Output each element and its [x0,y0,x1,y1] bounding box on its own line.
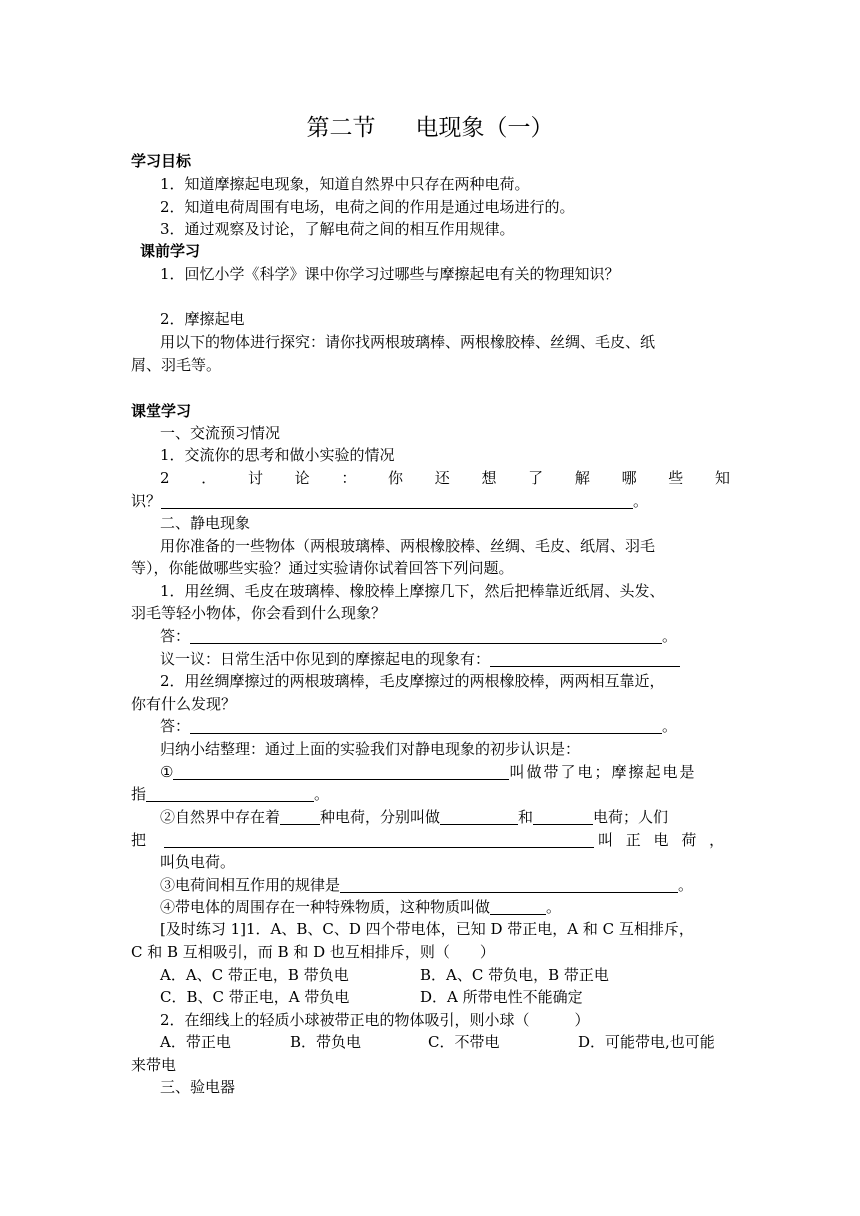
exercise-1-option-d[interactable]: D．A 所带电性不能确定 [420,988,583,1006]
section-2-paragraph-cont: 等），你能做哪些实验？通过实验请你试着回答下列问题。 [131,559,514,577]
period: 。 [633,492,649,510]
blank-line[interactable] [161,492,633,509]
conclusion-2-end: 叫负电荷。 [160,853,236,871]
question-2-char: 知 [714,469,730,487]
goals-heading: 学习目标 [131,152,192,170]
goal-item: 3．通过观察及讨论，了解电荷之间的相互作用规律。 [160,220,515,238]
period: 。 [662,627,678,645]
question-2-char: 了 [528,469,544,487]
section-2-heading: 二、静电现象 [160,514,251,532]
section-2-question-1-cont: 羽毛等轻小物体，你会看到什么现象？ [131,604,387,622]
exercise-1-option-c[interactable]: C．B、C 带正电，A 带负电 [160,988,350,1006]
exercise-2-option-d-cont: 来带电 [131,1056,177,1074]
class-study-heading: 课堂学习 [131,402,192,420]
section-2-paragraph: 用你准备的一些物体（两根玻璃棒、两根橡胶棒、丝绸、毛皮、纸屑、羽毛 [160,537,656,555]
discuss-blank[interactable] [490,650,680,667]
conclusion-3-text: ③电荷间相互作用的规律是 [160,876,341,894]
question-2-char: ： [341,469,357,487]
exercise-1: [及时练习 1]1．A、B、C、D 四个带电体，已知 D 带正电，A 和 C 互相排斥， [160,920,694,938]
section-3-heading: 三、验电器 [160,1078,236,1096]
answer-label: 答： [160,717,191,735]
question-2-char: 些 [668,469,684,487]
exercise-2-option-b[interactable]: B．带负电 [290,1033,362,1051]
section-2-question-1: 1．用丝绸、毛皮在玻璃棒、橡胶棒上摩擦几下，然后把棒靠近纸屑、头发、 [160,582,665,600]
pre-question-2: 2．摩擦起电 [160,310,245,328]
question-2-char: 解 [574,469,590,487]
question-2-char: 2 [160,469,170,487]
conclusion-2-prefix: 把 [131,831,147,849]
question-2-char: 论 [294,469,310,487]
pre-question-2-text: 用以下的物体进行探究：请你找两根玻璃棒、两根橡胶棒、丝绸、毛皮、纸 [160,333,656,351]
conclusion-2-text: 叫 正 电 荷 ， [598,831,729,849]
section-1-heading: 一、交流预习情况 [160,424,281,442]
question-2-char: 想 [481,469,497,487]
question-2-char: 哪 [621,469,637,487]
question-2-char: 你 [388,469,404,487]
exercise-1-option-b[interactable]: B．A、C 带负电，B 带正电 [420,966,609,984]
title-section-number: 第二节 [306,115,376,141]
conclusion-1 [160,761,730,783]
question-2-prefix: 识？ [131,492,162,510]
section-2-question-2-cont: 你有什么发现？ [131,695,237,713]
blank-line[interactable] [440,808,518,825]
pre-question-1: 1．回忆小学《科学》课中你学习过哪些与摩擦起电有关的物理知识？ [160,265,620,283]
exercise-1-cont: C 和 B 互相吸引，而 B 和 D 也互相排斥，则（ ） [131,943,495,961]
exercise-2-option-d[interactable]: D．可能带电,也可能 [578,1033,715,1051]
answer-blank[interactable] [190,627,662,644]
conclusion-3 [160,874,693,896]
conclusion-2-text: 和 [518,808,534,826]
exercise-1-option-a[interactable]: A．A、C 带正电，B 带负电 [160,966,349,984]
conclusion-2-cont [131,829,731,851]
answer-blank[interactable] [190,717,662,734]
period: 。 [678,876,694,894]
title-topic: 电现象（一） [415,115,554,141]
discuss-line [160,648,680,670]
blank-line[interactable] [533,808,593,825]
period: 。 [546,898,562,916]
blank-line[interactable] [164,831,594,848]
exercise-2: 2．在细线上的轻质小球被带正电的物体吸引，则小球（ ） [160,1011,590,1029]
conclusion-2-text: 种电荷，分别叫做 [320,808,441,826]
conclusion-2-text: ②自然界中存在着 [160,808,281,826]
page-title [0,112,860,144]
item-marker: ① [160,763,174,781]
pre-question-2-text-cont: 屑、羽毛等。 [131,356,222,374]
exercise-2-option-a[interactable]: A．带正电 [160,1033,231,1051]
conclusion-4 [160,896,561,918]
conclusion-1-prefix: 指 [131,785,147,803]
blank-line[interactable] [490,898,546,915]
summary-line: 归纳小结整理：通过上面的实验我们对静电现象的初步认识是： [160,740,581,758]
conclusion-1-text: 叫做带了电；摩擦起电是 [509,763,697,781]
goal-item: 1．知道摩擦起电现象，知道自然界中只存在两种电荷。 [160,175,530,193]
blank-line[interactable] [340,876,678,893]
conclusion-2-text: 电荷；人们 [593,808,669,826]
exercise-2-option-c[interactable]: C．不带电 [428,1033,500,1051]
section-1-question-2 [160,467,730,489]
answer-line-1 [160,625,677,647]
pre-study-heading: 课前学习 [140,242,201,260]
goal-item: 2．知道电荷周围有电场，电荷之间的作用是通过电场进行的。 [160,198,575,216]
answer-line-2 [160,715,677,737]
period: 。 [314,785,330,803]
period: 。 [662,717,678,735]
section-2-question-2: 2．用丝绸摩擦过的两根玻璃棒，毛皮摩擦过的两根橡胶棒，两两相互靠近， [160,672,665,690]
section-1-question-2-cont [131,490,648,512]
blank-line[interactable] [146,785,314,802]
conclusion-4-text: ④带电体的周围存在一种特殊物质，这种物质叫做 [160,898,491,916]
conclusion-2 [160,806,668,828]
blank-line[interactable] [173,763,509,780]
question-2-char: 还 [434,469,450,487]
answer-label: 答： [160,627,191,645]
discuss-label: 议一议：日常生活中你见到的摩擦起电的现象有： [160,650,491,668]
blank-line[interactable] [280,808,320,825]
question-2-char: 讨 [247,469,263,487]
section-1-question-1: 1．交流你的思考和做小实验的情况 [160,446,395,464]
question-2-char: ． [201,469,217,487]
conclusion-1-cont [131,783,329,805]
question-2-spread-text [160,467,730,489]
